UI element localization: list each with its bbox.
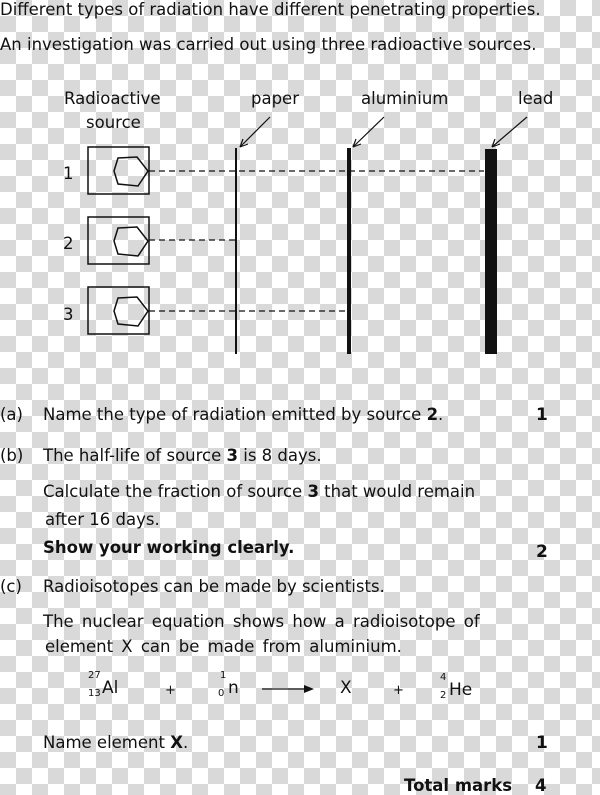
he-atomic-number: 2	[440, 690, 447, 701]
reaction-arrow	[260, 683, 316, 695]
source-number-1: 1	[63, 164, 74, 183]
intro-line-2: An investigation was carried out using three radioactive sources.	[0, 35, 537, 54]
n-atomic-number: 0	[218, 688, 225, 699]
n-symbol: n	[228, 678, 239, 698]
al-symbol: Al	[102, 678, 119, 698]
lead-block	[485, 149, 497, 354]
source-label-line-1: Radioactive	[64, 89, 161, 108]
source-box-3	[88, 287, 149, 334]
pointer-arrows	[240, 117, 527, 147]
question-b-marks: 2	[536, 542, 548, 562]
question-b-label: (b)	[0, 446, 24, 465]
question-a-marks: 1	[536, 405, 548, 425]
he-mass-number: 4	[440, 672, 447, 683]
aluminium-pointer	[353, 117, 384, 147]
aluminium-label: aluminium	[361, 89, 449, 108]
source-number-2: 2	[63, 234, 74, 253]
paper-pointer	[240, 117, 270, 147]
plus-sign-2: +	[393, 683, 404, 698]
he-symbol: He	[449, 680, 473, 700]
intro-line-1: Different types of radiation have different penetrating properties.	[0, 0, 541, 19]
source-box-1	[88, 147, 149, 194]
question-c-line-4: Name element X.	[43, 733, 189, 752]
question-b-line-1: The half-life of source 3 is 8 days.	[43, 446, 322, 465]
question-b-line-2: Calculate the fraction of source 3 that would remain	[43, 482, 476, 501]
question-a-text: Name the type of radiation emitted by source 2.	[43, 405, 444, 424]
question-b-instruction: Show your working clearly.	[43, 538, 295, 557]
total-marks-label: Total marks	[404, 776, 513, 795]
plus-sign-1: +	[165, 683, 176, 698]
question-c-line-1: Radioisotopes can be made by scientists.	[43, 577, 385, 596]
source-label-line-2: source	[86, 113, 141, 132]
penetration-diagram	[0, 0, 600, 380]
source-box-2	[88, 217, 149, 264]
question-c-label: (c)	[0, 577, 22, 596]
question-b-line-3: after 16 days.	[45, 510, 160, 529]
product-x: X	[340, 678, 352, 698]
paper-label: paper	[251, 89, 299, 108]
al-mass-number: 27	[88, 670, 101, 681]
question-c-marks: 1	[536, 733, 548, 753]
total-marks-value: 4	[535, 776, 547, 795]
source-number-3: 3	[63, 305, 74, 324]
question-c-line-2: The nuclear equation shows how a radioisotope of	[43, 612, 480, 631]
lead-pointer	[492, 117, 527, 147]
lead-label: lead	[518, 89, 554, 108]
al-atomic-number: 13	[88, 688, 101, 699]
question-a-label: (a)	[0, 405, 23, 424]
question-c-line-3: element X can be made from aluminium.	[45, 637, 402, 656]
n-mass-number: 1	[220, 670, 227, 681]
